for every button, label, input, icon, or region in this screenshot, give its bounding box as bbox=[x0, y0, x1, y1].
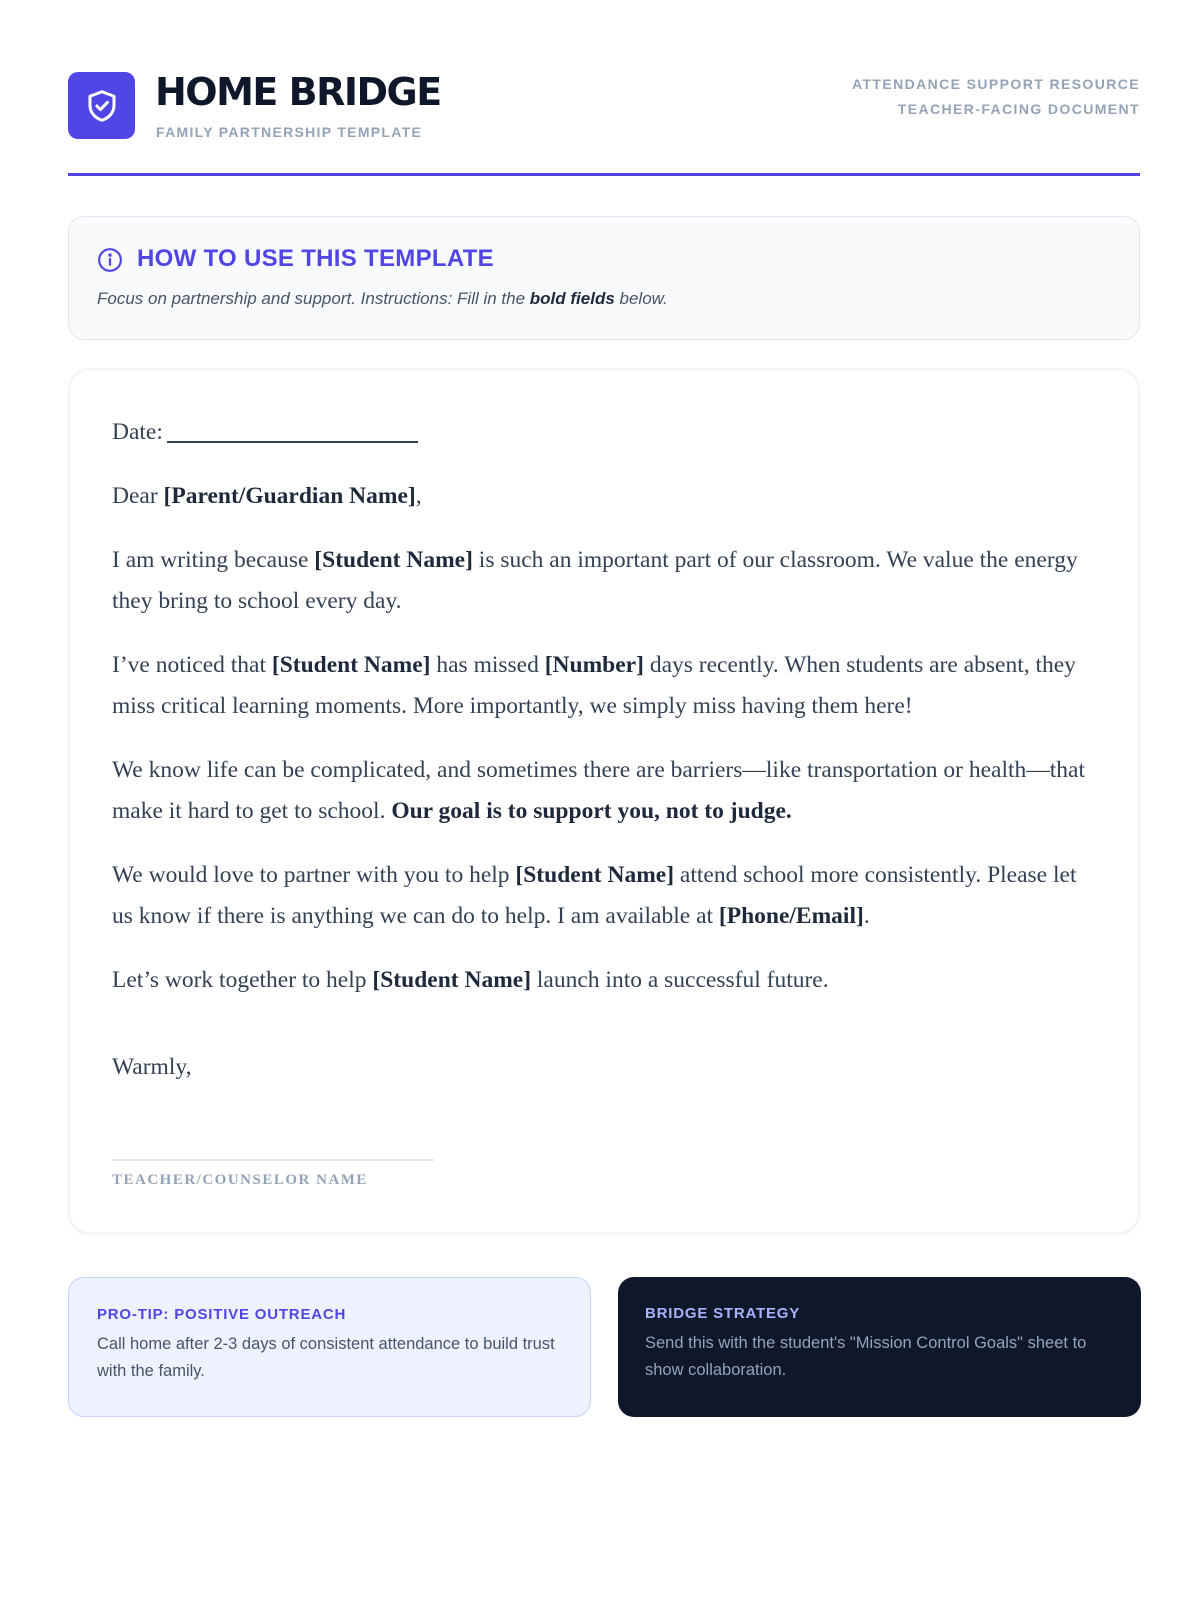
salutation bbox=[112, 476, 1102, 517]
letter-paragraph-2 bbox=[112, 645, 1102, 727]
letter-body bbox=[112, 412, 1102, 1024]
letter-paragraph-1 bbox=[112, 540, 1102, 622]
instructions-text-end: below. bbox=[614, 289, 668, 308]
pro-tip-card bbox=[68, 1277, 591, 1417]
p3-text-a: We know life can be complicated, and sometimes there are barriers—like transportation or health—that make it hard to get to school. bbox=[112, 757, 1086, 824]
pro-tip-text: Call home after 2-3 days of consistent attendance to build trust with the family. bbox=[97, 1335, 555, 1380]
pro-tip-title: PRO-TIP: POSITIVE OUTREACH bbox=[97, 1306, 347, 1323]
p1-text-b: is such an important part of our classroom. We value the energy they bring to school every day. bbox=[112, 547, 1078, 614]
meta-resource-label: ATTENDANCE SUPPORT RESOURCE bbox=[851, 76, 1140, 92]
student-name-field[interactable]: [Student Name] bbox=[515, 862, 675, 888]
logo bbox=[68, 72, 135, 139]
letter-closing: Warmly, bbox=[112, 1054, 192, 1080]
bridge-strategy-title: BRIDGE STRATEGY bbox=[645, 1305, 801, 1322]
p2-text-a: I’ve noticed that bbox=[112, 652, 272, 678]
salutation-prefix: Dear bbox=[112, 483, 164, 509]
document-header bbox=[68, 72, 1140, 176]
p4-text-b: attend school more consistently. Please let us know if there is anything we can do to help. I am available at bbox=[112, 862, 1077, 929]
letter-paragraph-5 bbox=[112, 960, 1102, 1001]
instructions-text: Focus on partnership and support. Instructions: Fill in the bbox=[97, 289, 530, 308]
p2-text-b: has missed bbox=[430, 652, 545, 678]
shield-check-icon bbox=[84, 87, 120, 125]
how-to-title: HOW TO USE THIS TEMPLATE bbox=[137, 245, 494, 272]
student-name-field[interactable]: [Student Name] bbox=[372, 967, 532, 993]
document-meta bbox=[852, 72, 1140, 122]
how-to-instructions bbox=[97, 289, 668, 309]
date-blank-line[interactable] bbox=[167, 441, 418, 443]
how-to-use-panel bbox=[68, 216, 1140, 340]
p1-text-a: I am writing because bbox=[112, 547, 315, 573]
p5-text-b: launch into a successful future. bbox=[531, 967, 829, 993]
student-name-field[interactable]: [Student Name] bbox=[271, 652, 431, 678]
letter-card bbox=[68, 368, 1140, 1234]
letter-paragraph-3 bbox=[112, 750, 1102, 832]
contact-field[interactable]: [Phone/Email] bbox=[718, 903, 864, 929]
support-statement: Our goal is to support you, not to judge. bbox=[391, 798, 792, 824]
info-icon bbox=[97, 247, 123, 273]
p5-text-a: Let’s work together to help bbox=[112, 967, 373, 993]
brand-subtitle: FAMILY PARTNERSHIP TEMPLATE bbox=[156, 124, 423, 140]
instructions-bold: bold fields bbox=[529, 289, 615, 308]
date-label: Date: bbox=[112, 419, 163, 445]
parent-name-field[interactable]: [Parent/Guardian Name] bbox=[163, 483, 416, 509]
p4-text-a: We would love to partner with you to help bbox=[112, 862, 516, 888]
salutation-suffix: , bbox=[415, 483, 422, 509]
letter-paragraph-4 bbox=[112, 855, 1102, 937]
p2-text-c: days recently. When students are absent, they miss critical learning moments. More importantly, we simply miss having them here! bbox=[112, 652, 1076, 719]
signature-line[interactable] bbox=[112, 1159, 434, 1161]
bridge-strategy-text: Send this with the student's "Mission Control Goals" sheet to show collaboration. bbox=[645, 1334, 1087, 1379]
date-row bbox=[112, 412, 1102, 453]
p4-text-c: . bbox=[863, 903, 870, 929]
bridge-strategy-card bbox=[618, 1277, 1141, 1417]
days-missed-field[interactable]: [Number] bbox=[544, 652, 644, 678]
meta-audience-label: TEACHER-FACING DOCUMENT bbox=[897, 101, 1140, 117]
brand-title: HOME BRIDGE bbox=[155, 70, 441, 114]
signature-label: TEACHER/COUNSELOR NAME bbox=[112, 1172, 368, 1188]
student-name-field[interactable]: [Student Name] bbox=[314, 547, 473, 573]
